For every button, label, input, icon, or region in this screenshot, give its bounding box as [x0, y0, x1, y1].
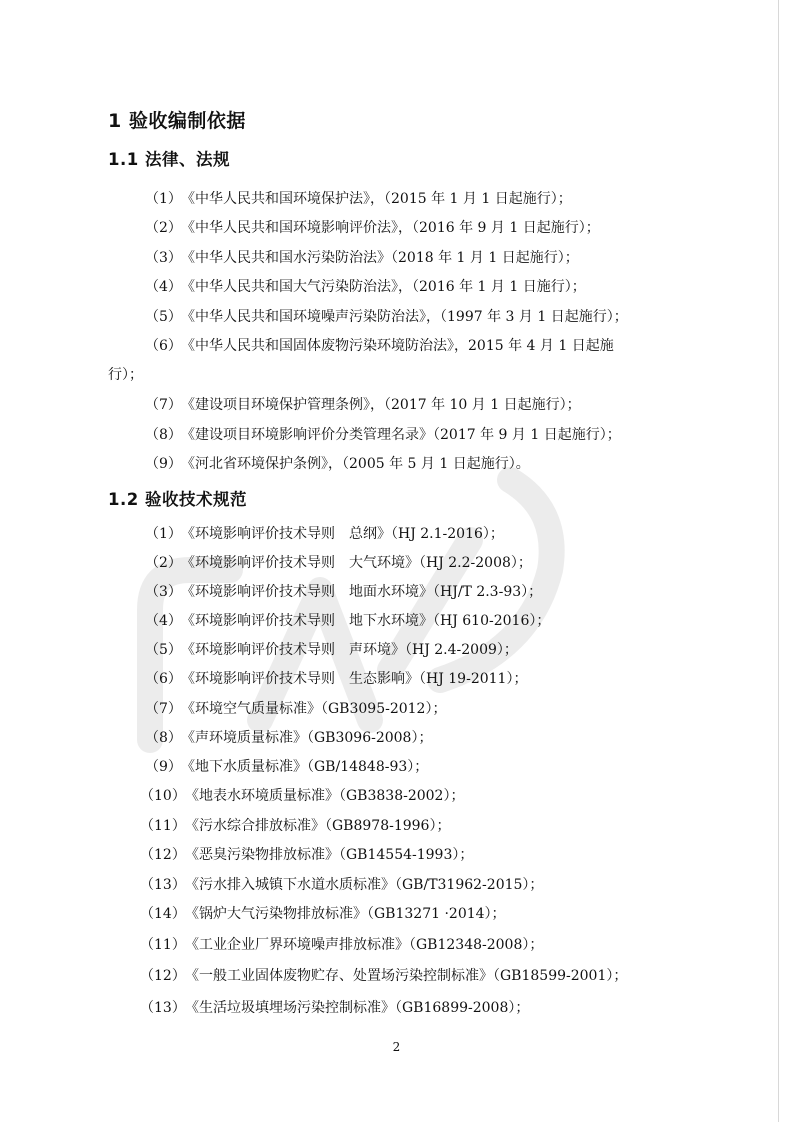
item-number: （11）: [140, 818, 186, 834]
item-number: （12）: [140, 968, 186, 984]
item-text: 《声环境质量标准》（GB3096-2008）；: [181, 730, 433, 746]
item-text: 《生活垃圾填埋场污染控制标准》（GB16899-2008）；: [185, 1000, 530, 1016]
item-number: （5）: [145, 642, 182, 658]
page-number: 2: [392, 1040, 401, 1054]
item-number: （5）: [145, 309, 182, 325]
list-item: [0, 421, 793, 450]
item-text: 《环境影响评价技术导则 地下水环境》（HJ 610-2016）；: [181, 613, 551, 629]
list-item: [0, 185, 793, 214]
list-item: [0, 520, 793, 549]
list-item: [0, 273, 793, 302]
item-number: （3）: [145, 584, 182, 600]
list-item: [0, 871, 793, 900]
item-number: （11）: [140, 937, 186, 953]
item-text: 《中华人民共和国环境保护法》，（2015 年 1 月 1 日起施行）；: [181, 191, 572, 207]
item-number: （1）: [145, 191, 182, 207]
item-number: （3）: [145, 250, 182, 266]
list-item: [0, 303, 793, 332]
item-number: （12）: [140, 847, 186, 863]
item-number: （1）: [145, 526, 182, 542]
list-item: [0, 841, 793, 870]
item-number: （10）: [140, 788, 186, 804]
list-item: [0, 782, 793, 811]
item-number: （13）: [140, 1000, 186, 1016]
list-item: [0, 962, 793, 991]
list-item: [0, 812, 793, 841]
list-item: [0, 450, 793, 479]
item-number: （4）: [145, 613, 182, 629]
item-text: 《中华人民共和国大气污染防治法》，（2016 年 1 月 1 日施行）；: [181, 279, 586, 295]
list-item: [0, 695, 793, 724]
list-item: [0, 994, 793, 1023]
item-number: （8）: [145, 730, 182, 746]
section-heading-tech-specs: 1.2 验收技术规范: [108, 490, 247, 509]
item-number: （8）: [145, 427, 182, 443]
list-item: [0, 244, 793, 273]
list-item: [0, 636, 793, 665]
list-item: [0, 900, 793, 929]
list-item: [0, 332, 793, 361]
list-item: [0, 753, 793, 782]
item-text: 《环境影响评价技术导则 生态影响》（HJ 19-2011）；: [181, 671, 528, 687]
item-text: 《锅炉大气污染物排放标准》（GB13271 ·2014）；: [185, 906, 506, 922]
item-text: 《环境影响评价技术导则 地面水环境》（HJ/T 2.3-93）；: [181, 584, 543, 600]
item-text: 《工业企业厂界环境噪声排放标准》（GB12348-2008）；: [185, 937, 544, 953]
item-text: 《地表水环境质量标准》（GB3838-2002）；: [185, 788, 465, 804]
item-text: 《恶臭污染物排放标准》（GB14554-1993）；: [185, 847, 474, 863]
list-item: [0, 391, 793, 420]
list-item: [0, 549, 793, 578]
item-text: 行）；: [108, 367, 143, 383]
list-item: [0, 665, 793, 694]
item-number: （9）: [145, 456, 182, 472]
item-text: 《环境影响评价技术导则 大气环境》（HJ 2.2-2008）；: [181, 555, 532, 571]
item-text: 《中华人民共和国环境影响评价法》，（2016 年 9 月 1 日起施行）；: [181, 220, 600, 236]
chapter-heading: 1 验收编制依据: [108, 110, 246, 132]
item-text: 《中华人民共和国水污染防治法》（2018 年 1 月 1 日起施行）；: [181, 250, 579, 266]
list-item: [0, 724, 793, 753]
item-text: 《环境影响评价技术导则 声环境》（HJ 2.4-2009）；: [181, 642, 518, 658]
item-text: 《一般工业固体废物贮存、处置场污染控制标准》（GB18599-2001）；: [185, 968, 628, 984]
item-number: （6）: [145, 338, 182, 354]
item-text: 《污水综合排放标准》（GB8978-1996）；: [185, 818, 451, 834]
item-number: （9）: [145, 759, 182, 775]
item-text: 《中华人民共和国固体废物污染环境防治法》，2015 年 4 月 1 日起施: [181, 338, 614, 354]
item-text: 《建设项目环境影响评价分类管理名录》（2017 年 9 月 1 日起施行）；: [181, 427, 621, 443]
item-text: 《建设项目环境保护管理条例》，（2017 年 10 月 1 日起施行）；: [181, 397, 581, 413]
list-item: [0, 214, 793, 243]
item-number: （7）: [145, 397, 182, 413]
list-item: [0, 578, 793, 607]
item-text: 《环境空气质量标准》（GB3095-2012）；: [181, 701, 447, 717]
item-number: （6）: [145, 671, 182, 687]
item-number: （13）: [140, 877, 186, 893]
item-text: 《地下水质量标准》（GB/14848-93）；: [181, 759, 429, 775]
section-heading-laws: 1.1 法律、法规: [108, 150, 230, 169]
item-number: （7）: [145, 701, 182, 717]
item-text: 《中华人民共和国环境噪声污染防治法》，（1997 年 3 月 1 日起施行）；: [181, 309, 628, 325]
item-number: （14）: [140, 906, 186, 922]
list-item: [0, 931, 793, 960]
item-number: （2）: [145, 555, 182, 571]
item-text: 《环境影响评价技术导则 总纲》（HJ 2.1-2016）；: [181, 526, 504, 542]
list-item: [0, 607, 793, 636]
item-number: （4）: [145, 279, 182, 295]
item-number: （2）: [145, 220, 182, 236]
item-text: 《河北省环境保护条例》，（2005 年 5 月 1 日起施行）。: [181, 456, 530, 472]
list-item-continuation: [0, 361, 793, 390]
item-text: 《污水排入城镇下水道水质标准》（GB/T31962-2015）；: [185, 877, 544, 893]
